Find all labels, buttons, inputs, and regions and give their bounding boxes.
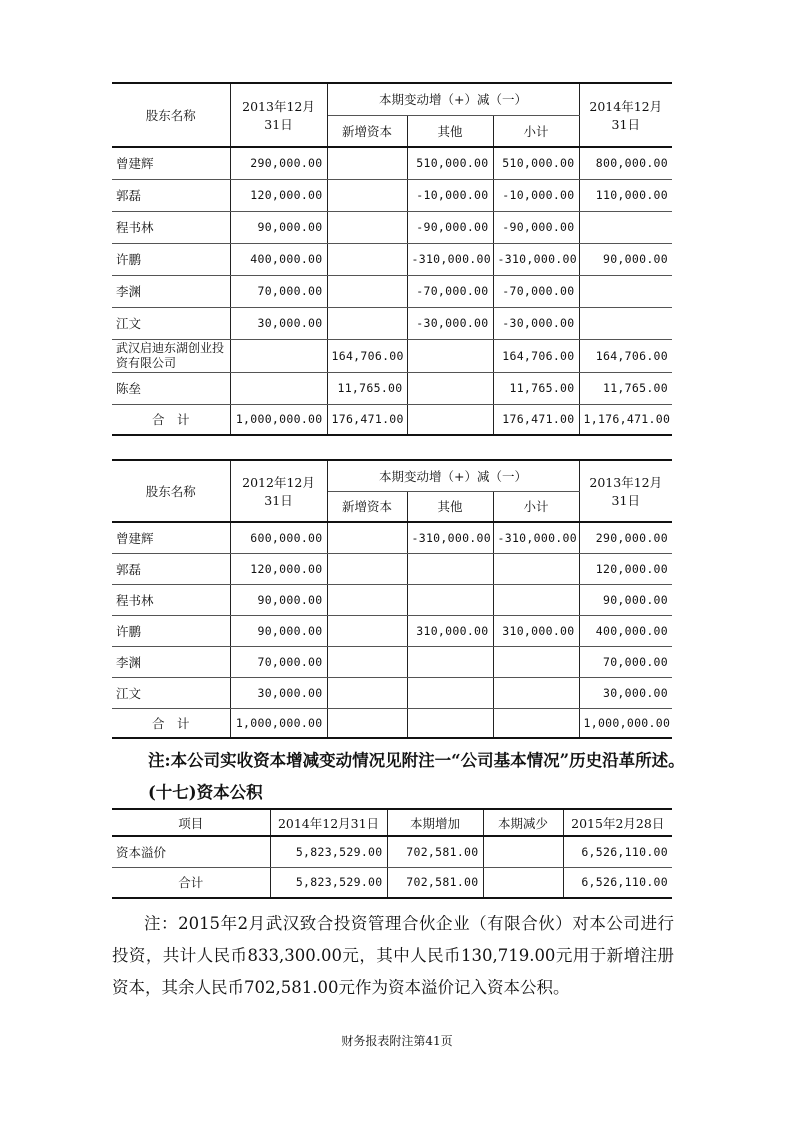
other-change-cell: -310,000.00 — [407, 522, 493, 553]
end-balance-cell: 6,526,110.00 — [563, 867, 672, 898]
subtotal-cell: -30,000.00 — [493, 307, 579, 339]
increase-cell: 702,581.00 — [387, 836, 483, 867]
end-balance-cell: 30,000.00 — [579, 677, 672, 708]
subtotal-cell: 164,706.00 — [493, 339, 579, 372]
header-decrease: 本期减少 — [483, 809, 563, 836]
header-other: 其他 — [407, 115, 493, 147]
other-change-cell: -30,000.00 — [407, 307, 493, 339]
other-change-cell: -10,000.00 — [407, 179, 493, 211]
header-end-date: 2015年2月28日 — [563, 809, 672, 836]
total-label-cell: 合 计 — [112, 404, 230, 435]
shareholder-name-cell: 陈垒 — [112, 372, 230, 404]
subtotal-cell — [493, 553, 579, 584]
new-capital-cell — [327, 646, 407, 677]
header-start-date: 2014年12月31日 — [270, 809, 387, 836]
new-capital-cell — [327, 243, 407, 275]
other-change-cell — [407, 339, 493, 372]
new-capital-cell — [327, 275, 407, 307]
other-change-cell — [407, 646, 493, 677]
header-other: 其他 — [407, 491, 493, 522]
new-capital-cell — [327, 522, 407, 553]
start-balance-cell: 90,000.00 — [230, 211, 327, 243]
start-balance-cell: 400,000.00 — [230, 243, 327, 275]
end-balance-cell: 70,000.00 — [579, 646, 672, 677]
start-balance-cell: 5,823,529.00 — [270, 867, 387, 898]
end-balance-cell: 290,000.00 — [579, 522, 672, 553]
shareholder-name-cell: 程书林 — [112, 211, 230, 243]
other-change-cell: -70,000.00 — [407, 275, 493, 307]
note-paid-in-capital: 注:本公司实收资本增减变动情况见附注一“公司基本情况”历史沿革所述。 — [148, 751, 685, 770]
header-start-date: 2012年12月31日 — [230, 460, 327, 522]
end-balance-cell: 6,526,110.00 — [563, 836, 672, 867]
start-balance-cell: 120,000.00 — [230, 553, 327, 584]
end-balance-cell: 120,000.00 — [579, 553, 672, 584]
header-end-date: 2014年12月31日 — [579, 83, 672, 147]
subtotal-cell: -70,000.00 — [493, 275, 579, 307]
table-row — [112, 584, 672, 615]
header-shareholder-name: 股东名称 — [112, 83, 230, 147]
end-balance-cell: 90,000.00 — [579, 584, 672, 615]
table-row — [112, 553, 672, 584]
new-capital-cell — [327, 708, 407, 738]
subtotal-cell — [493, 708, 579, 738]
shareholder-name-cell: 曾建辉 — [112, 522, 230, 553]
new-capital-cell — [327, 211, 407, 243]
new-capital-cell — [327, 553, 407, 584]
table-row — [112, 677, 672, 708]
other-change-cell — [407, 553, 493, 584]
end-balance-cell — [579, 307, 672, 339]
table-row — [112, 147, 672, 179]
shareholder-name-cell: 江文 — [112, 307, 230, 339]
end-balance-cell — [579, 275, 672, 307]
other-change-cell — [407, 677, 493, 708]
subtotal-cell: 510,000.00 — [493, 147, 579, 179]
total-label-cell: 合计 — [112, 867, 270, 898]
new-capital-cell — [327, 179, 407, 211]
shareholder-name-cell: 李渊 — [112, 275, 230, 307]
end-balance-cell: 11,765.00 — [579, 372, 672, 404]
start-balance-cell: 600,000.00 — [230, 522, 327, 553]
end-balance-cell: 90,000.00 — [579, 243, 672, 275]
subtotal-cell: 310,000.00 — [493, 615, 579, 646]
header-shareholder-name: 股东名称 — [112, 460, 230, 522]
subtotal-cell — [493, 677, 579, 708]
other-change-cell — [407, 372, 493, 404]
shareholder-name-cell: 许鹏 — [112, 243, 230, 275]
table-row — [112, 243, 672, 275]
shareholder-capital-table-2014 — [112, 82, 672, 436]
header-change-group: 本期变动增（+）减（一） — [327, 83, 579, 115]
section-title-capital-reserve: (十七)资本公积 — [148, 783, 263, 802]
table-row — [112, 179, 672, 211]
other-change-cell: -90,000.00 — [407, 211, 493, 243]
subtotal-cell: -90,000.00 — [493, 211, 579, 243]
shareholder-name-cell: 郭磊 — [112, 553, 230, 584]
other-change-cell — [407, 584, 493, 615]
end-balance-cell: 800,000.00 — [579, 147, 672, 179]
other-change-cell: 510,000.00 — [407, 147, 493, 179]
shareholder-name-cell: 武汉启迪东湖创业投资有限公司 — [112, 339, 230, 372]
header-subtotal: 小计 — [493, 115, 579, 147]
start-balance-cell — [230, 372, 327, 404]
total-row — [112, 867, 672, 898]
other-change-cell: 310,000.00 — [407, 615, 493, 646]
end-balance-cell: 400,000.00 — [579, 615, 672, 646]
shareholder-name-cell: 江文 — [112, 677, 230, 708]
decrease-cell — [483, 867, 563, 898]
new-capital-cell — [327, 584, 407, 615]
other-change-cell: -310,000.00 — [407, 243, 493, 275]
shareholder-name-cell: 曾建辉 — [112, 147, 230, 179]
header-new-capital: 新增资本 — [327, 491, 407, 522]
header-new-capital: 新增资本 — [327, 115, 407, 147]
start-balance-cell: 120,000.00 — [230, 179, 327, 211]
subtotal-cell — [493, 584, 579, 615]
subtotal-cell: -310,000.00 — [493, 522, 579, 553]
table-row — [112, 211, 672, 243]
table-row — [112, 339, 672, 372]
shareholder-name-cell: 李渊 — [112, 646, 230, 677]
start-balance-cell: 90,000.00 — [230, 615, 327, 646]
header-start-date: 2013年12月31日 — [230, 83, 327, 147]
new-capital-cell: 164,706.00 — [327, 339, 407, 372]
table-row — [112, 615, 672, 646]
end-balance-cell: 1,000,000.00 — [579, 708, 672, 738]
shareholder-capital-table-2013 — [112, 459, 672, 739]
header-item: 项目 — [112, 809, 270, 836]
total-row — [112, 708, 672, 738]
start-balance-cell — [230, 339, 327, 372]
total-row — [112, 404, 672, 435]
start-balance-cell: 290,000.00 — [230, 147, 327, 179]
shareholder-name-cell: 郭磊 — [112, 179, 230, 211]
capital-reserve-table — [112, 808, 672, 899]
item-cell: 资本溢价 — [112, 836, 270, 867]
other-change-cell — [407, 708, 493, 738]
end-balance-cell: 110,000.00 — [579, 179, 672, 211]
note-capital-reserve: 注：2015年2月武汉致合投资管理合伙企业（有限合伙）对本公司进行投资，共计人民币833,300.00元，其中人民币130,719.00元用于新增注册资本，其余人民币702,581.00元作为资本溢价记入资本公积。 — [112, 914, 674, 997]
end-balance-cell — [579, 211, 672, 243]
table-row — [112, 275, 672, 307]
end-balance-cell: 1,176,471.00 — [579, 404, 672, 435]
header-end-date: 2013年12月31日 — [579, 460, 672, 522]
header-change-group: 本期变动增（+）减（一） — [327, 460, 579, 491]
start-balance-cell: 5,823,529.00 — [270, 836, 387, 867]
shareholder-name-cell: 程书林 — [112, 584, 230, 615]
page-footer: 财务报表附注第41页 — [341, 1034, 453, 1048]
new-capital-cell — [327, 307, 407, 339]
subtotal-cell — [493, 646, 579, 677]
header-increase: 本期增加 — [387, 809, 483, 836]
other-change-cell — [407, 404, 493, 435]
increase-cell: 702,581.00 — [387, 867, 483, 898]
start-balance-cell: 70,000.00 — [230, 275, 327, 307]
start-balance-cell: 70,000.00 — [230, 646, 327, 677]
total-label-cell: 合 计 — [112, 708, 230, 738]
new-capital-cell — [327, 677, 407, 708]
decrease-cell — [483, 836, 563, 867]
start-balance-cell: 30,000.00 — [230, 307, 327, 339]
table-row — [112, 372, 672, 404]
new-capital-cell — [327, 147, 407, 179]
table-row — [112, 522, 672, 553]
start-balance-cell: 90,000.00 — [230, 584, 327, 615]
start-balance-cell: 30,000.00 — [230, 677, 327, 708]
table-row — [112, 836, 672, 867]
subtotal-cell: 11,765.00 — [493, 372, 579, 404]
table-row — [112, 307, 672, 339]
shareholder-name-cell: 许鹏 — [112, 615, 230, 646]
start-balance-cell: 1,000,000.00 — [230, 404, 327, 435]
new-capital-cell: 11,765.00 — [327, 372, 407, 404]
new-capital-cell — [327, 615, 407, 646]
start-balance-cell: 1,000,000.00 — [230, 708, 327, 738]
header-subtotal: 小计 — [493, 491, 579, 522]
table-row — [112, 646, 672, 677]
subtotal-cell: 176,471.00 — [493, 404, 579, 435]
subtotal-cell: -310,000.00 — [493, 243, 579, 275]
new-capital-cell: 176,471.00 — [327, 404, 407, 435]
end-balance-cell: 164,706.00 — [579, 339, 672, 372]
subtotal-cell: -10,000.00 — [493, 179, 579, 211]
